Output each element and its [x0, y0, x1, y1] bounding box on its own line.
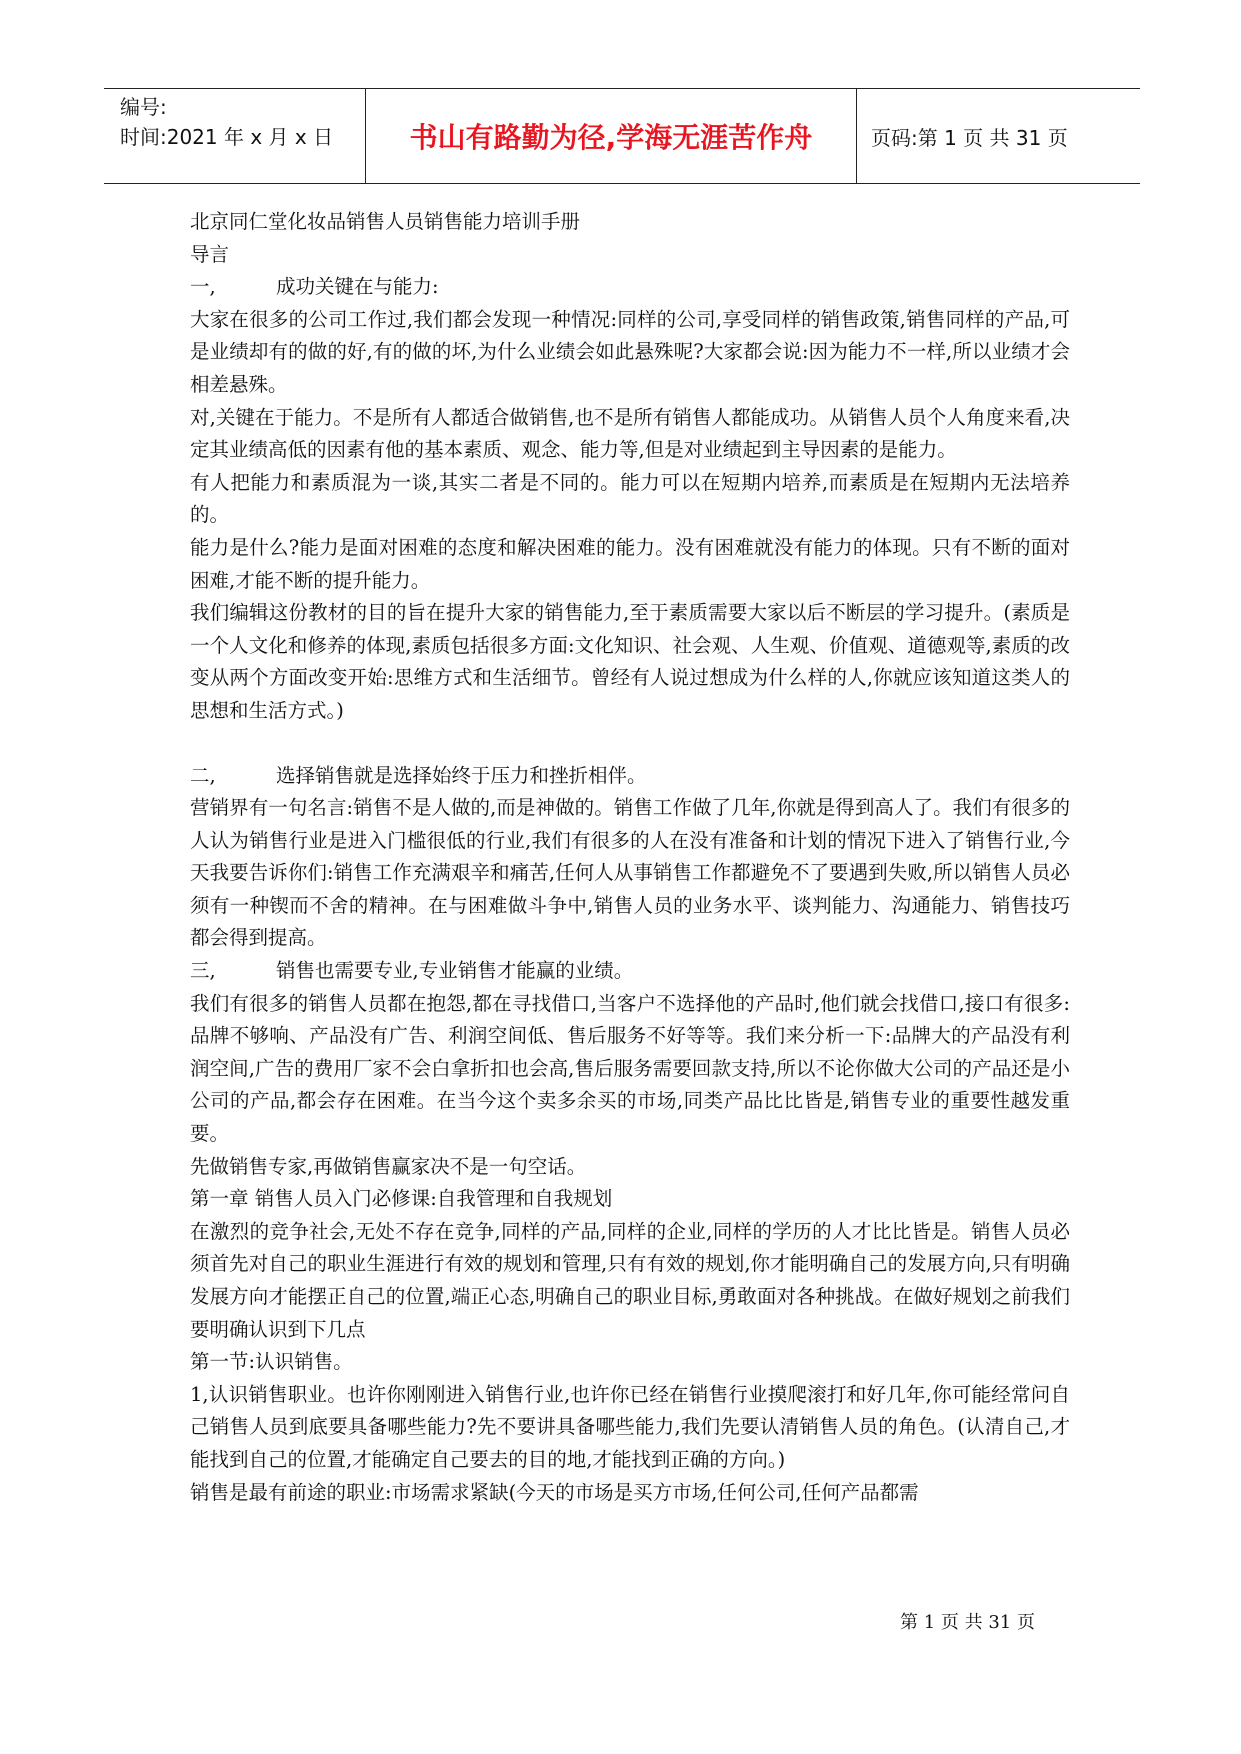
paragraph: 有人把能力和素质混为一谈,其实二者是不同的。能力可以在短期内培养,而素质是在短期内无法培养的。 [190, 470, 1070, 527]
section-number: 一, [190, 275, 216, 299]
paragraph: 对,关键在于能力。不是所有人都适合做销售,也不是所有销售人都能成功。从销售人员个人角度来看,决定其业绩高低的因素有他的基本素质、观念、能力等,但是对业绩起到主导因素的是能力。 [190, 405, 1070, 462]
page-footer: 第 1 页 共 31 页 [900, 1612, 1035, 1633]
blank-line [190, 728, 1070, 760]
header-motto: 书山有路勤为径,学海无涯苦作舟 [366, 89, 857, 183]
document-body [190, 206, 1070, 1509]
paragraph: 1,认识销售职业。也许你刚刚进入销售行业,也许你已经在销售行业摸爬滚打和好几年,你可能经常问自己销售人员到底要具备哪些能力?先不要讲具备哪些能力,我们先要认清销售人员的角色。(认清自己,才能找到自己的位置,才能确定自己要去的目的地,才能找到正确的方向。) [190, 1382, 1070, 1471]
header-meta [104, 89, 366, 183]
header-page-code: 页码:第 1 页 共 31 页 [871, 125, 1068, 150]
section-number: 三, [190, 959, 216, 983]
section-heading-2 [190, 760, 1070, 793]
paragraph: 先做销售专家,再做销售赢家决不是一句空话。 [190, 1154, 587, 1178]
paragraph: 大家在很多的公司工作过,我们都会发现一种情况:同样的公司,享受同样的销售政策,销售同样的产品,可是业绩却有的做的好,有的做的坏,为什么业绩会如此悬殊呢?大家都会说:因为能力不一样,所以业绩才会相差悬殊。 [190, 307, 1070, 396]
document-title: 北京同仁堂化妆品销售人员销售能力培训手册 [190, 210, 581, 233]
section-title: 选择销售就是选择始终于压力和挫折相伴。 [276, 763, 647, 787]
document-number-label: 编号: [120, 95, 167, 119]
paragraph: 销售是最有前途的职业:市场需求紧缺(今天的市场是买方市场,任何公司,任何产品都需 [190, 1480, 919, 1504]
paragraph: 在激烈的竞争社会,无处不存在竞争,同样的产品,同样的企业,同样的学历的人才比比皆是。销售人员必须首先对自己的职业生涯进行有效的规划和管理,只有有效的规划,你才能明确自己的发展方向,只有明确发展方向才能摆正自己的位置,端正心态,明确自己的职业目标,勇敢面对各种挑战。在做好规划之前我们要明确认识到下几点 [190, 1219, 1070, 1341]
paragraph: 营销界有一句名言:销售不是人做的,而是神做的。销售工作做了几年,你就是得到高人了。我们有很多的人认为销售行业是进入门槛很低的行业,我们有很多的人在没有准备和计划的情况下进入了销售行业,今天我要告诉你们:销售工作充满艰辛和痛苦,任何人从事销售工作都避免不了要遇到失败,所以销售人员必须有一种锲而不舍的精神。在与困难做斗争中,销售人员的业务水平、谈判能力、沟通能力、销售技巧都会得到提高。 [190, 796, 1070, 950]
subsection-heading: 第一节:认识销售。 [190, 1350, 353, 1374]
section-title: 成功关键在与能力: [276, 275, 439, 299]
document-time-label: 时间:2021 年 x 月 x 日 [120, 125, 334, 149]
section-heading-3 [190, 955, 1070, 988]
chapter-heading: 第一章 销售人员入门必修课:自我管理和自我规划 [190, 1187, 613, 1211]
page-header [104, 88, 1140, 184]
section-number: 二, [190, 763, 216, 787]
paragraph: 能力是什么?能力是面对困难的态度和解决困难的能力。没有困难就没有能力的体现。只有不断的面对困难,才能不断的提升能力。 [190, 535, 1070, 592]
paragraph: 我们有很多的销售人员都在抱怨,都在寻找借口,当客户不选择他的产品时,他们就会找借口,接口有很多:品牌不够响、产品没有广告、利润空间低、售后服务不好等等。我们来分析一下:品牌大的产品没有利润空间,广告的费用厂家不会白拿折扣也会高,售后服务需要回款支持,所以不论你做大公司的产品还是小公司的产品,都会存在困难。在当今这个卖多余买的市场,同类产品比比皆是,销售专业的重要性越发重要。 [190, 991, 1070, 1146]
section-heading-1 [190, 271, 1070, 304]
section-title: 销售也需要专业,专业销售才能赢的业绩。 [276, 959, 634, 983]
intro-heading: 导言 [190, 242, 230, 266]
paragraph: 我们编辑这份教材的目的旨在提升大家的销售能力,至于素质需要大家以后不断层的学习提升。(素质是一个人文化和修养的体现,素质包括很多方面:文化知识、社会观、人生观、价值观、道德观等,素质的改变从两个方面改变开始:思维方式和生活细节。曾经有人说过想成为什么样的人,你就应该知道这类人的思想和生活方式。) [190, 601, 1070, 722]
